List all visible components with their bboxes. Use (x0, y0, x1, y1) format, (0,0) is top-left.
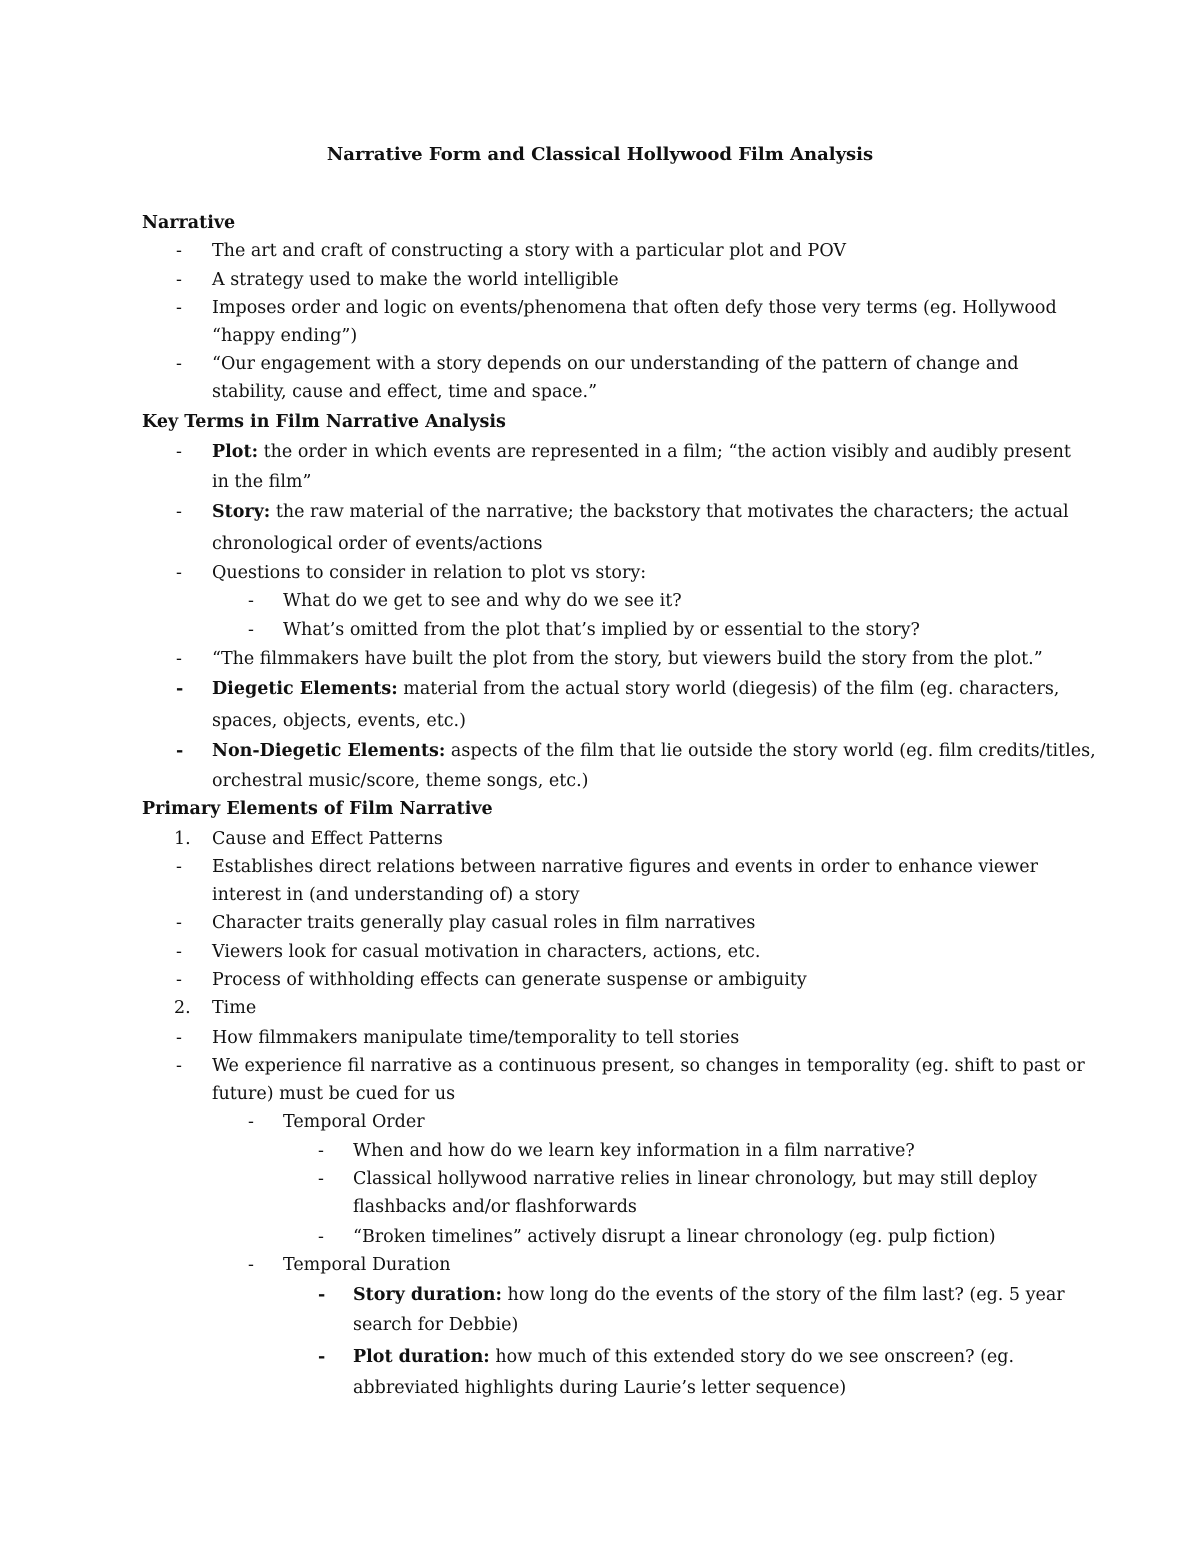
list-number: 1. (174, 829, 191, 849)
list-item-text: Temporal Duration (283, 1255, 451, 1275)
list-item-text: Questions to consider in relation to plot vs story: (212, 563, 647, 583)
list-item-text: Cause and Effect Patterns (212, 829, 443, 849)
list-item-text: The art and craft of constructing a story with a particular plot and POV (212, 241, 847, 261)
term-definition: how long do the events of the story of the film last? (eg. 5 year (501, 1285, 1065, 1305)
term-label: Plot duration: (353, 1347, 490, 1367)
list-item-text: flashbacks and/or flashforwards (353, 1197, 637, 1217)
list-item-text: How filmmakers manipulate time/temporality to tell stories (212, 1028, 740, 1048)
list-item-text: A strategy used to make the world intelligible (212, 270, 619, 290)
list-item-text: What do we get to see and why do we see it? (283, 591, 682, 611)
list-item-text: future) must be cued for us (212, 1084, 456, 1104)
bullet-dash: - (248, 1255, 254, 1275)
bullet-dash: - (176, 354, 182, 374)
bullet-dash: - (176, 241, 182, 261)
bullet-dash: - (176, 679, 184, 699)
list-item-text: Establishes direct relations between narrative figures and events in order to enhance viewer (212, 857, 1038, 877)
term-label: Plot: (212, 442, 259, 462)
list-item-text: We experience fil narrative as a continuous present, so changes in temporality (eg. shift to past or (212, 1056, 1085, 1076)
term-definition: aspects of the film that lie outside the story world (eg. film credits/titles, (445, 741, 1096, 761)
list-item-text: chronological order of events/actions (212, 534, 543, 554)
bullet-dash: - (176, 1028, 182, 1048)
list-item-text: search for Debbie) (353, 1315, 519, 1335)
bullet-dash: - (176, 563, 182, 583)
list-item-text: Process of withholding effects can generate suspense or ambiguity (212, 970, 807, 990)
list-item-text: Viewers look for casual motivation in characters, actions, etc. (212, 942, 761, 962)
list-item-text: Temporal Order (283, 1112, 425, 1132)
list-item-text: When and how do we learn key information in a film narrative? (353, 1141, 915, 1161)
list-item-text (212, 441, 1071, 463)
bullet-dash: - (176, 298, 182, 318)
list-item-text: Imposes order and logic on events/phenomena that often defy those very terms (eg. Hollywood (212, 298, 1057, 318)
list-item-text: “The filmmakers have built the plot from the story, but viewers build the story from the plot.” (212, 649, 1043, 669)
section-heading: Narrative (142, 213, 236, 233)
list-item-text: stability, cause and effect, time and space.” (212, 382, 598, 402)
bullet-dash: - (318, 1141, 324, 1161)
list-number: 2. (174, 998, 191, 1018)
list-item-text: in the film” (212, 472, 312, 492)
list-item-text: interest in (and understanding of) a story (212, 885, 580, 905)
term-definition: how much of this extended story do we see onscreen? (eg. (489, 1347, 1015, 1367)
list-item-text (212, 678, 1059, 700)
bullet-dash: - (248, 620, 254, 640)
term-label: Story: (212, 502, 271, 522)
list-item-text (212, 740, 1096, 762)
term-definition: the raw material of the narrative; the backstory that motivates the characters; the actual (270, 502, 1069, 522)
bullet-dash: - (176, 502, 182, 522)
list-item-text: “Broken timelines” actively disrupt a linear chronology (eg. pulp fiction) (353, 1227, 996, 1247)
section-heading: Key Terms in Film Narrative Analysis (142, 412, 506, 432)
list-item-text: spaces, objects, events, etc.) (212, 711, 466, 731)
term-definition: material from the actual story world (diegesis) of the film (eg. characters, (397, 679, 1060, 699)
bullet-dash: - (176, 1056, 182, 1076)
list-item-text: “happy ending”) (212, 326, 358, 346)
list-item-text: What’s omitted from the plot that’s implied by or essential to the story? (283, 620, 920, 640)
bullet-dash: - (248, 591, 254, 611)
bullet-dash: - (176, 942, 182, 962)
bullet-dash: - (176, 270, 182, 290)
list-item-text (353, 1346, 1014, 1368)
list-item-text: orchestral music/score, theme songs, etc.) (212, 771, 589, 791)
term-label: Non-Diegetic Elements: (212, 741, 446, 761)
term-definition: the order in which events are represented in a film; “the action visibly and audibly present (258, 442, 1071, 462)
bullet-dash: - (176, 649, 182, 669)
list-item-text: abbreviated highlights during Laurie’s letter sequence) (353, 1378, 847, 1398)
list-item-text: Time (212, 998, 257, 1018)
list-item-text: “Our engagement with a story depends on our understanding of the pattern of change and (212, 354, 1019, 374)
list-item-text: Character traits generally play casual roles in film narratives (212, 913, 756, 933)
bullet-dash: - (318, 1227, 324, 1247)
bullet-dash: - (176, 970, 182, 990)
list-item-text: Classical hollywood narrative relies in linear chronology, but may still deploy (353, 1169, 1038, 1189)
bullet-dash: - (248, 1112, 254, 1132)
bullet-dash: - (176, 442, 182, 462)
bullet-dash: - (318, 1347, 326, 1367)
term-label: Story duration: (353, 1285, 502, 1305)
bullet-dash: - (318, 1285, 326, 1305)
section-heading: Primary Elements of Film Narrative (142, 799, 493, 819)
bullet-dash: - (176, 913, 182, 933)
list-item-text (353, 1284, 1065, 1306)
document-title: Narrative Form and Classical Hollywood Film Analysis (326, 144, 874, 165)
bullet-dash: - (318, 1169, 324, 1189)
bullet-dash: - (176, 741, 184, 761)
term-label: Diegetic Elements: (212, 679, 398, 699)
bullet-dash: - (176, 857, 182, 877)
list-item-text (212, 501, 1069, 523)
